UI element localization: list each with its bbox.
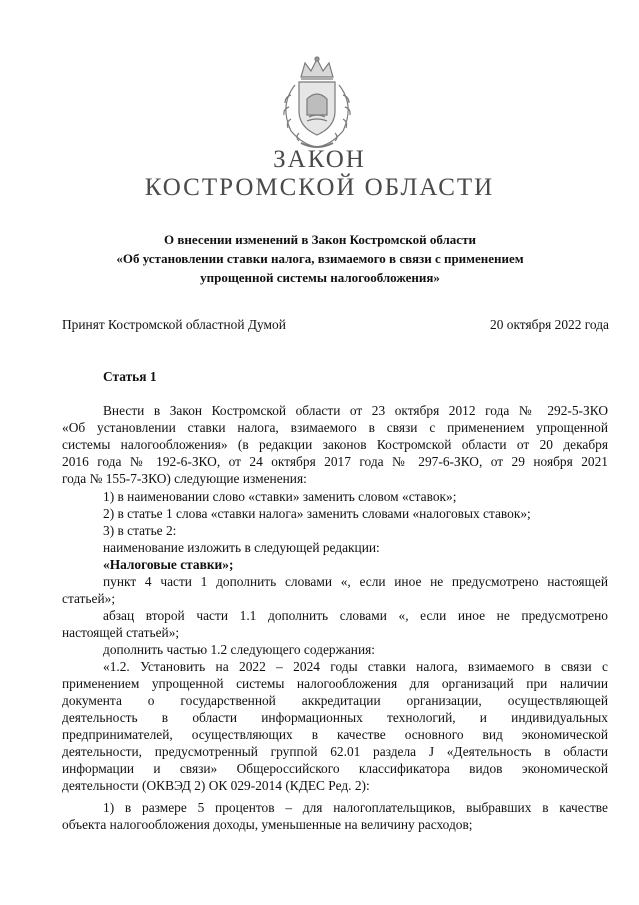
article-line: системы налогообложения» (в редакции законов Костромской области от 20 декабря — [62, 437, 608, 452]
part-1-2-line: применением упрощенной системы налогообложения для организаций при наличии — [62, 676, 608, 691]
article-line: года № 155-7-ЗКО) следующие изменения: — [62, 471, 307, 486]
article-line: наименование изложить в следующей редакции: — [103, 540, 380, 555]
coat-of-arms-icon — [271, 55, 363, 153]
article-line: Внести в Закон Костромской области от 23 октября 2012 года № 292-5-ЗКО — [103, 403, 608, 418]
title-line-2: «Об установлении ставки налога, взимаемого в связи с применением — [116, 251, 524, 266]
rate-item-1: 1) в размере 5 процентов – для налогоплательщиков, выбравших в качестве — [103, 800, 608, 815]
article-line: статьей»; — [62, 591, 116, 606]
part-1-2-line: «1.2. Установить на 2022 – 2024 годы ставки налога, взимаемого в связи с — [103, 659, 608, 674]
part-1-2-line: информации и связи» Общероссийского классификатора видов экономической — [62, 761, 608, 776]
article-line: абзац второй части 1.1 дополнить словами «, если иное не предусмотрено — [103, 608, 608, 623]
part-1-2-line: деятельности (ОКВЭД 2) ОК 029-2014 (КДЕС Ред. 2): — [62, 778, 370, 793]
title-line-1: О внесении изменений в Закон Костромской области — [164, 232, 476, 247]
rate-item-1-continuation: объекта налогообложения доходы, уменьшенные на величину расходов; — [62, 817, 473, 832]
adoption-body: Принят Костромской областной Думой — [62, 317, 286, 332]
title-line-3: упрощенной системы налогообложения» — [200, 270, 440, 285]
article-line: «Об установлении ставки налога, взимаемого в связи с применением упрощенной — [62, 420, 608, 435]
part-1-2-line: деятельность в области информационных технологий, и индивидуальных — [62, 710, 608, 725]
article-heading: Статья 1 — [103, 369, 157, 384]
part-1-2-line: деятельности, предусмотренный группой 62.01 раздела J «Деятельность в области — [62, 744, 608, 759]
amendment-item-2: 2) в статье 1 слова «ставки налога» заменить словами «налоговых ставок»; — [103, 506, 531, 521]
amendment-item-3: 3) в статье 2: — [103, 523, 177, 538]
article-line: дополнить частью 1.2 следующего содержания: — [103, 642, 376, 657]
article-line: пункт 4 части 1 дополнить словами «, если иное не предусмотрено настоящей — [103, 574, 608, 589]
amendment-item-1: 1) в наименовании слово «ставки» заменить словом «ставок»; — [103, 489, 457, 504]
new-heading-quote: «Налоговые ставки»; — [103, 557, 234, 572]
document-type-line-2: КОСТРОМСКОЙ ОБЛАСТИ — [144, 174, 495, 201]
article-line: 2016 года № 192-6-ЗКО, от 24 октября 2017 года № 297-6-ЗКО, от 29 ноября 2021 — [62, 454, 608, 469]
part-1-2-line: документа о государственной аккредитации организации, осуществляющей — [62, 693, 608, 708]
document-title — [60, 230, 580, 287]
article-line: настоящей статьей»; — [62, 625, 180, 640]
part-1-2-line: предпринимателей, осуществляющих в качестве основного вид экономической — [62, 727, 608, 742]
adoption-date: 20 октября 2022 года — [490, 317, 609, 332]
document-type-line-1: ЗАКОН — [273, 146, 366, 173]
